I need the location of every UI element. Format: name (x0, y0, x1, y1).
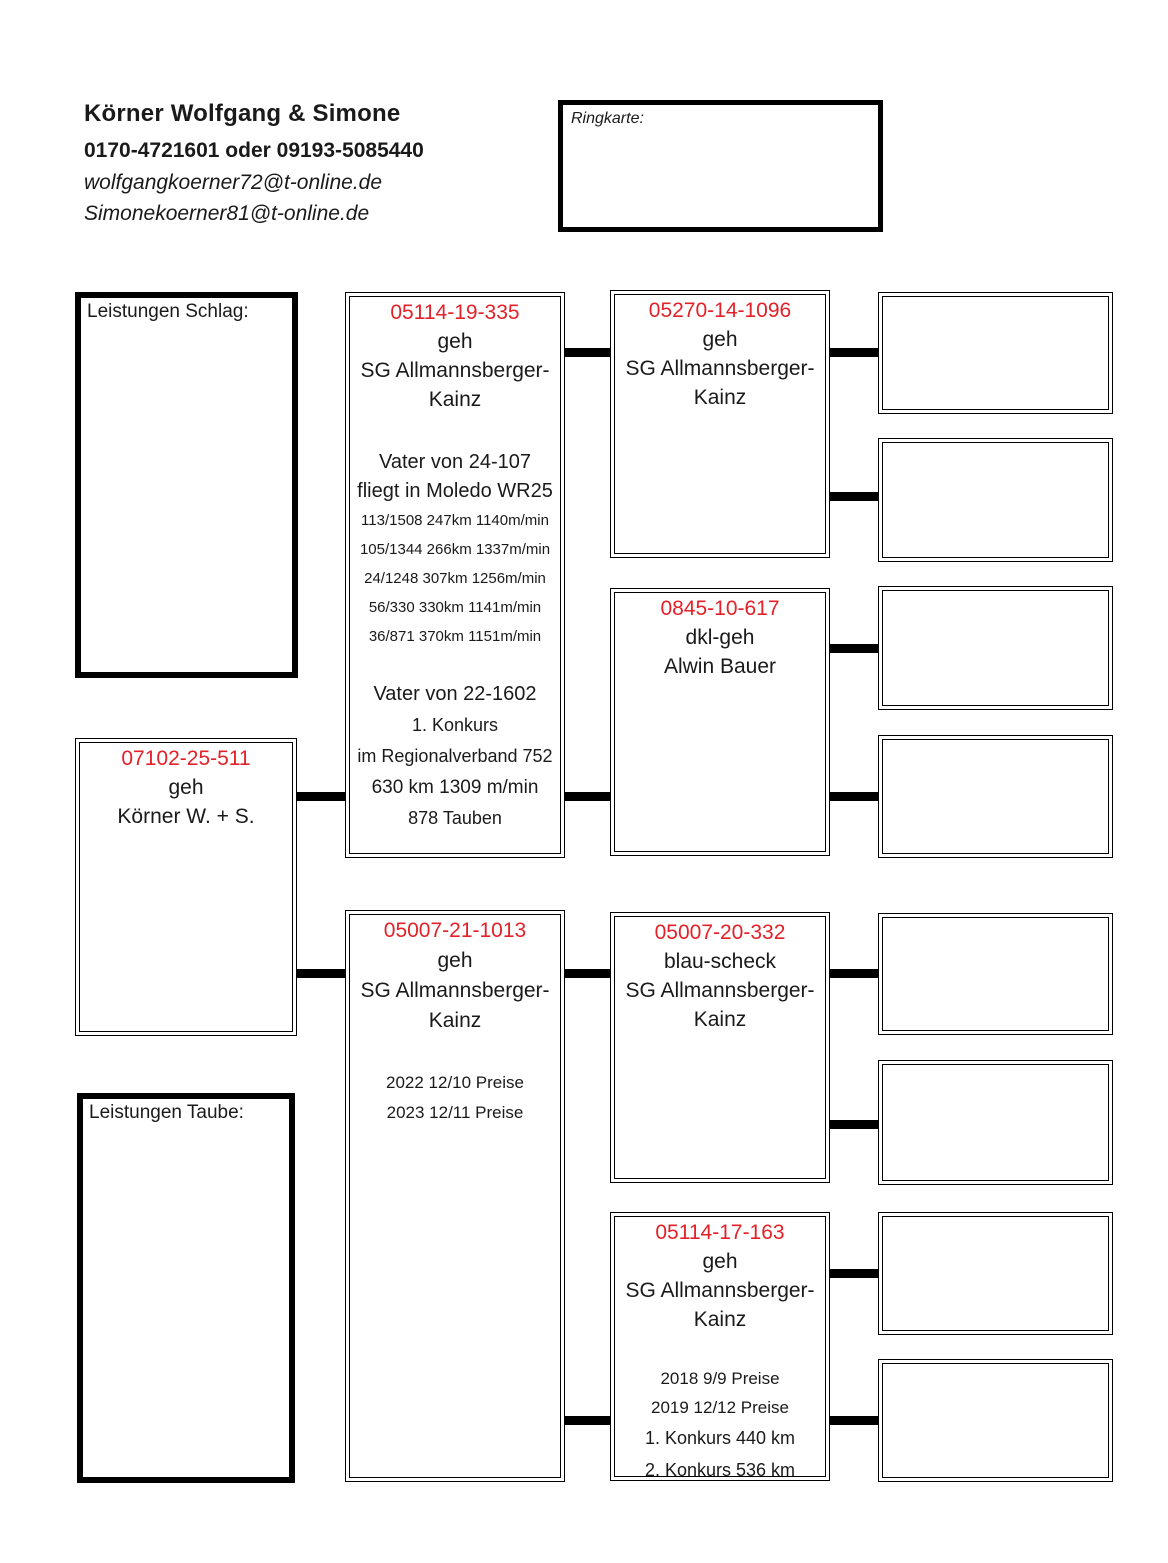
sire-breeder-line-2: Kainz (428, 388, 482, 411)
dam-dam-color-line: geh (702, 1250, 738, 1273)
dam-color-line: geh (437, 949, 473, 972)
dam-breeder-line-1: SG Allmannsberger- (360, 979, 550, 1002)
spacer (346, 651, 564, 679)
breeder-email-1: wolfgangkoerner72@t-online.de (84, 171, 383, 194)
dam-result-line: 2023 12/11 Preise (386, 1103, 524, 1122)
greatgrandparent-box-4 (878, 735, 1113, 858)
sire-result-line: 105/1344 266km 1337m/min (359, 541, 551, 558)
dam-dam-ring-number: 05114-17-163 (655, 1221, 785, 1244)
greatgrandparent-box-7 (878, 1212, 1113, 1335)
sire-note-line: im Regionalverband 752 (357, 746, 553, 766)
leistungen-schlag-box (75, 292, 298, 678)
dam-dam-result-line: 2018 9/9 Preise (660, 1369, 780, 1388)
ringkarte-label: Ringkarte: (571, 110, 644, 127)
connector-line (829, 1269, 878, 1278)
subject-box (75, 738, 297, 1036)
sire-dam-color-line: dkl-geh (685, 626, 755, 649)
connector-line (296, 969, 345, 978)
connector-line (296, 792, 345, 801)
sire-dam-ring-number: 0845-10-617 (660, 597, 780, 620)
connector-line (829, 1416, 878, 1425)
sire-sire-breeder-line-1: SG Allmannsberger- (625, 357, 815, 380)
subject-color-line: geh (168, 776, 204, 799)
dam-box (345, 910, 565, 1482)
connector-line (829, 1120, 878, 1129)
sire-result-line: 24/1248 307km 1256m/min (364, 570, 546, 587)
sire-note-line: Vater von 22-1602 (373, 683, 537, 705)
breeder-email-2: Simonekoerner81@t-online.de (84, 202, 370, 225)
dam-sire-breeder-line-2: Kainz (693, 1008, 747, 1031)
dam-dam-breeder-line-2: Kainz (693, 1308, 747, 1331)
sire-note-line: fliegt in Moledo WR25 (357, 480, 553, 502)
sire-result-line: 113/1508 247km 1140m/min (361, 512, 549, 529)
sire-ring-number: 05114-19-335 (390, 301, 520, 324)
breeder-phone: 0170-4721601 oder 09193-5085440 (84, 139, 424, 162)
sire-sire-box (610, 290, 830, 558)
sire-note-line: 878 Tauben (408, 808, 502, 828)
connector-line (564, 969, 610, 978)
spacer (346, 1036, 564, 1068)
greatgrandparent-box-2 (878, 438, 1113, 562)
connector-line (564, 348, 610, 357)
connector-line (829, 792, 878, 801)
subject-owner-line: Körner W. + S. (117, 805, 255, 828)
connector-line (564, 792, 610, 801)
greatgrandparent-box-3 (878, 586, 1113, 710)
dam-sire-color-line: blau-scheck (663, 950, 777, 973)
connector-line (829, 492, 878, 501)
sire-dam-breeder-line: Alwin Bauer (663, 655, 777, 678)
greatgrandparent-box-6 (878, 1060, 1113, 1185)
connector-line (564, 1416, 610, 1425)
dam-sire-ring-number: 05007-20-332 (654, 921, 786, 944)
sire-note-line: 1. Konkurs (411, 715, 499, 735)
sire-sire-color-line: geh (702, 328, 738, 351)
dam-result-line: 2022 12/10 Preise (386, 1073, 524, 1092)
dam-sire-breeder-line-1: SG Allmannsberger- (625, 979, 815, 1002)
leistungen-schlag-label: Leistungen Schlag: (87, 301, 249, 322)
dam-dam-breeder-line-1: SG Allmannsberger- (625, 1279, 815, 1302)
sire-color-line: geh (437, 330, 473, 353)
dam-breeder-line-2: Kainz (428, 1009, 482, 1032)
sire-note-line: 630 km 1309 m/min (371, 777, 539, 798)
sire-box (345, 292, 565, 858)
spacer (346, 414, 564, 448)
dam-ring-number: 05007-21-1013 (383, 919, 527, 942)
greatgrandparent-box-5 (878, 913, 1113, 1035)
sire-sire-breeder-line-2: Kainz (693, 386, 747, 409)
sire-result-line: 36/871 370km 1151m/min (368, 628, 542, 645)
connector-line (829, 644, 878, 653)
dam-dam-box (610, 1212, 830, 1481)
dam-dam-result-line: 2019 12/12 Preise (651, 1398, 789, 1417)
leistungen-taube-box (77, 1093, 295, 1483)
spacer (611, 1334, 829, 1364)
dam-dam-result-line: 2. Konkurs 536 km (644, 1460, 796, 1480)
sire-note-line: Vater von 24-107 (379, 451, 531, 473)
sire-result-line: 56/330 330km 1141m/min (368, 599, 542, 616)
connector-line (829, 969, 878, 978)
subject-ring-number: 07102-25-511 (121, 747, 251, 770)
sire-dam-box (610, 588, 830, 856)
breeder-name: Körner Wolfgang & Simone (84, 100, 401, 127)
ringkarte-box (558, 100, 883, 232)
leistungen-taube-label: Leistungen Taube: (89, 1102, 244, 1123)
sire-sire-ring-number: 05270-14-1096 (648, 299, 792, 322)
dam-sire-box (610, 912, 830, 1183)
greatgrandparent-box-1 (878, 292, 1113, 414)
connector-line (829, 348, 878, 357)
sire-breeder-line-1: SG Allmannsberger- (360, 359, 550, 382)
dam-dam-result-line: 1. Konkurs 440 km (644, 1428, 796, 1448)
greatgrandparent-box-8 (878, 1359, 1113, 1482)
